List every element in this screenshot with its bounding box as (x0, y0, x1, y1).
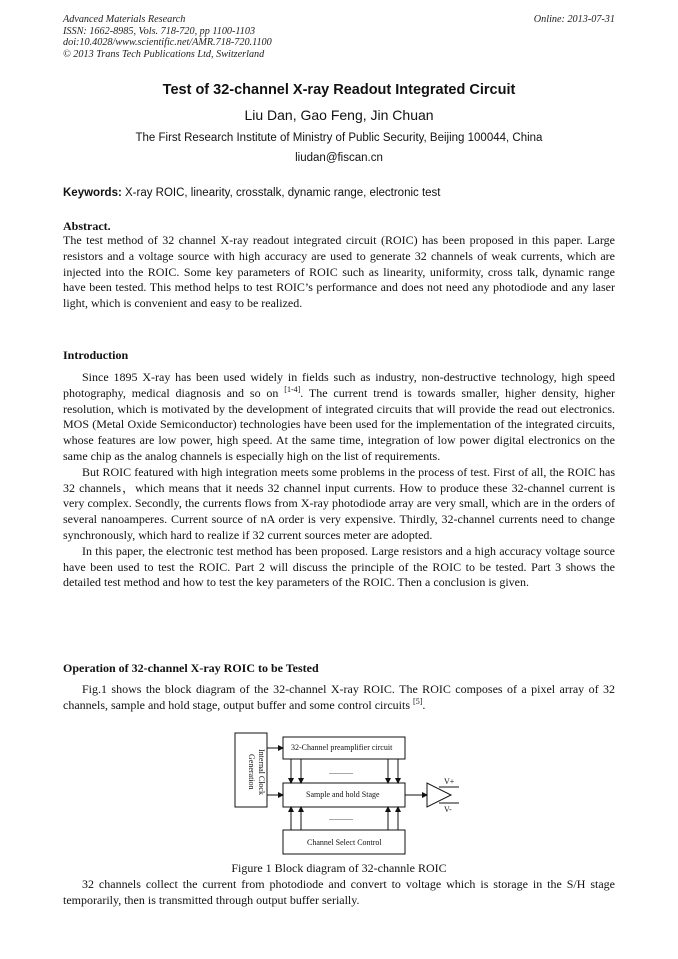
block-diagram-figure (231, 731, 463, 860)
operation-body-continued (63, 877, 615, 909)
journal-name: Advanced Materials Research (63, 14, 186, 25)
journal-header (63, 14, 615, 60)
introduction-paragraph-2: But ROIC featured with high integration meets some problems in the process of test. First of all, the ROIC has 32 channels，which means that it needs 32 channel input currents. How to produce these 32-channel current is very complex. Secondly, the currents flows from X-ray photodiode array are very small, which are in the orders of several nanoamperes. Current source of nA order is very expensive. Thirdly, 32-channel currents need to change synchronously, which hard to realize if 32 current sources meter are adopted. (63, 464, 615, 542)
introduction-heading: Introduction (63, 348, 129, 362)
keywords-label: Keywords: (63, 187, 122, 199)
operation-paragraph-1: Fig.1 shows the block diagram of the 32-channel X-ray ROIC. The ROIC composes of a pixel array of 32 channels, sample and hold stage, output buffer and some control circuits [5]. (63, 682, 615, 712)
abstract-heading: Abstract. (63, 219, 111, 233)
issn-line: ISSN: 1662-8985, Vols. 718-720, pp 1100-1103 (63, 25, 256, 37)
sh-block-label: Sample and hold Stage (306, 790, 380, 799)
abstract-text: The test method of 32 channel X-ray readout integrated circuit (ROIC) has been proposed in this paper. Large resistors and a voltage source with high accuracy are used to generate 32 channels of weak currents, which are injected into the ROIC. Some key parameters of ROIC such as linearity, uniformity, cross talk, dynamic range have been tested. This method helps to test ROIC’s performance and does not need any photodiode and any laser light, which is convenient and easy to be realized. (63, 233, 615, 311)
paper-authors: Liu Dan, Gao Feng, Jin Chuan (244, 107, 434, 123)
paper-title: Test of 32-channel X-ray Readout Integrated Circuit (162, 82, 516, 98)
online-date: Online: 2013-07-31 (533, 14, 615, 25)
figure-caption: Figure 1 Block diagram of 32-channle ROIC (231, 861, 447, 875)
keywords-line (63, 187, 615, 199)
introduction-paragraph-1: Since 1895 X-ray has been used widely in fields such as industry, non-destructive technology, high speed photography, medical diagnosis and so on [1-4]. The current trend is towards smaller, higher density, higher resolution, which is motivated by the development of integrated circuits that will provide the read out electronics. MOS (Metal Oxide Semiconductor) technologies have been used for the implementation of the integrated circuits, whose features are low power, high speed. At the same time, integration of low power digital electronics on the same chip as the analog channels is especially high on the list of requirements. (63, 370, 616, 463)
citation-ref: [1-4] (284, 384, 301, 394)
operation-heading: Operation of 32-channel X-ray ROIC to be Tested (63, 661, 319, 675)
dots-top: ............ (329, 767, 353, 776)
clock-block-label: Internal Clock Generation (247, 748, 266, 795)
copyright-line: © 2013 Trans Tech Publications Ltd, Switzerland (63, 48, 265, 60)
dots-bottom: ............ (329, 813, 353, 822)
author-email[interactable]: liudan@fiscan.cn (295, 152, 383, 164)
keywords-text: X-ray ROIC, linearity, crosstalk, dynamic range, electronic test (121, 187, 441, 199)
introduction-body (63, 370, 615, 591)
vplus-label: V+ (444, 777, 455, 786)
operation-body (63, 682, 615, 714)
operation-paragraph-2: 32 channels collect the current from photodiode and convert to voltage which is storage in the S/H stage temporarily, then is transmitted through output buffer serially. (63, 877, 615, 907)
paper-affiliation: The First Research Institute of Ministry of Public Security, Beijing 100044, China (135, 132, 543, 144)
select-block-label: Channel Select Control (307, 838, 382, 847)
introduction-paragraph-3: In this paper, the electronic test method has been proposed. Large resistors and a high accuracy voltage source have been used to test the ROIC. Part 2 will discuss the principle of the ROIC to be tested. Part 3 shows the detailed test method and how to test the key parameters of the ROIC. Then a conclusion is given. (63, 543, 615, 590)
doi-line: doi:10.4028/www.scientific.net/AMR.718-720.1100 (63, 37, 272, 49)
vminus-label: V- (444, 805, 452, 814)
citation-ref: [5] (413, 696, 423, 706)
preamp-block-label: 32-Channel preamplifier circuit (291, 743, 393, 752)
